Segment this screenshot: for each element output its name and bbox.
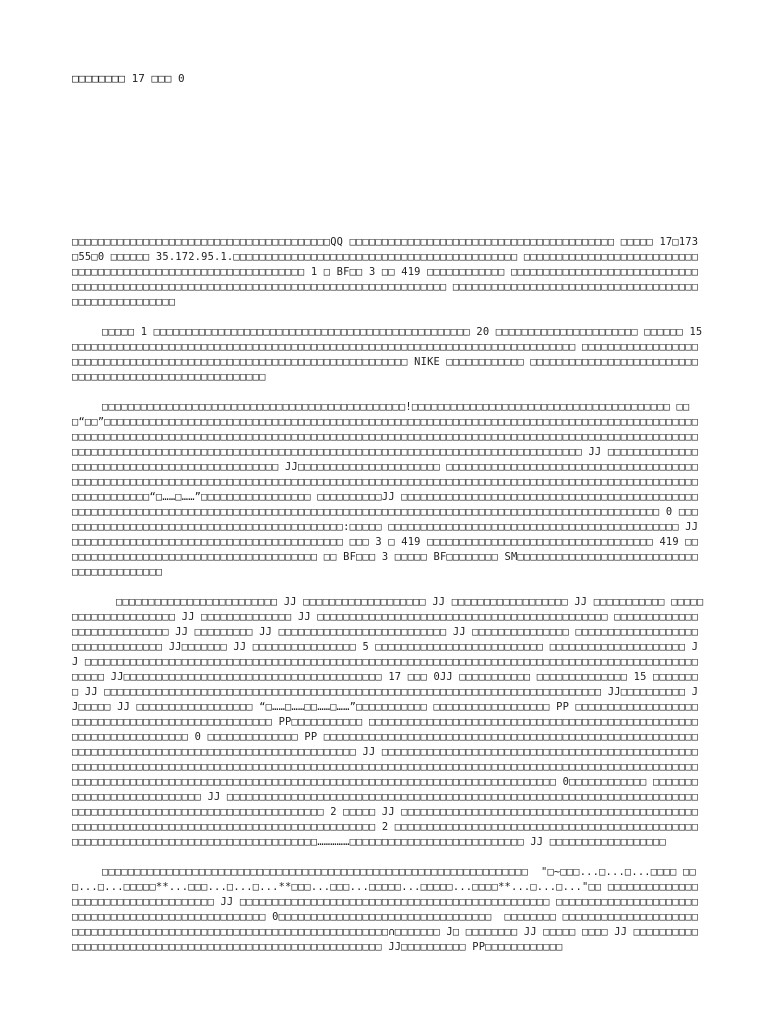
paragraph-5: □□□□□□□□□□□□□□□□□□□□□□□□□□□□□□□□□□□□□□□□□□□□□□□□□□□□□□□□□□□□□□□□□□ "□~□□□...□...□...□□□□ □□□...□...□□□□□**...□□□...□...□...**□□□...□□□...□□□□□...□□□□□...□□□□**...□...□..."□□ □□□□□□□□□□□□□□□□□□□□□□□□□□□□□□□□□□□□ JJ □□□□□□□□□□□□□□□□□□□□□□□□□□□□□□□□□□□□□□□□□□□□□□□□ □□□□□□□□□□□□□□□□□□□□□□□□□□□□□□□□□□□□□□□□□□□□□□□□□□□□ 0□□□□□□□□□□□□□□□□□□□□□□□□□□□□□□□□□ □□□□□□□□ □□□□□□□□□□□□□□□□□□□□□□□□□□□□□□□□□□□□□□□□□□□□□□□□□□□□□□□□□□□□□□□□□□□□□□∩□□□□□□□ J□ □□□□□□□□ JJ □□□□□ □□□□ JJ □□□□□□□□□□□□□□□□□□□□□□□□□□□□□□□□□□□□□□□□□□□□□□□□□□□□□□□□□□ JJ□□□□□□□□□□ PP□□□□□□□□□□□□ xyxy=(72,866,699,953)
page-header: □□□□□□□□ 17 □□□ 0 xyxy=(72,72,185,85)
paragraph-1: □□□□□□□□□□□□□□□□□□□□□□□□□□□□□□□□□□□□□□□□QQ □□□□□□□□□□□□□□□□□□□□□□□□□□□□□□□□□□□□□□□□□ □□□□□ 17□173 □55□0 □□□□□□ 35.172.95.1.□□□□□□□□□□□□□□□□□□□□□□□□□□□□□□□□□□□□□□□□□□□□ □□□□□□□□□□□□□□□□□□□□□□□□□□□□□□□□□□□□□□□□□□□□□□□□□□□□□□□□□□□□□□□ 1 □ BF□□ 3 □□ 419 □□□□□□□□□□□□ □□□□□□□□□□□□□□□□□□□□□□□□□□□□□□□□□□□□□□□□□□□□□□□□□□□□□□□□□□□□□□□□□□□□□□□□□□□□□□□□□□□□□□□ □□□□□□□□□□□□□□□□□□□□□□□□□□□□□□□□□□□□□□□□□□□□□□□□□□□□□□ xyxy=(72,236,705,308)
body-text xyxy=(72,235,709,970)
paragraph-4: □□□□□□□□□□□□□□□□□□□□□□□□□ JJ □□□□□□□□□□□□□□□□□□□ JJ □□□□□□□□□□□□□□□□□□ JJ □□□□□□□□□□□ □□□□□□□□□□□□□□□□□□□□□ JJ □□□□□□□□□□□□□□ JJ □□□□□□□□□□□□□□□□□□□□□□□□□□□□□□□□□□□□□□□□□□□□□ □□□□□□□□□□□□□□□□□□□□□□□□□□□□ JJ □□□□□□□□□ JJ □□□□□□□□□□□□□□□□□□□□□□□□□□ JJ □□□□□□□□□□□□□□□ □□□□□□□□□□□□□□□□□□□□□□□□□□□□□□□□□ JJ□□□□□□□ JJ □□□□□□□□□□□□□□□□ 5 □□□□□□□□□□□□□□□□□□□□□□□□□□ □□□□□□□□□□□□□□□□□□□□□ JJ □□□□□□□□□□□□□□□□□□□□□□□□□□□□□□□□□□□□□□□□□□□□□□□□□□□□□□□□□□□□□□□□□□□□□□□□□□□□□□□□□□□□□□□□□□□□□□□□□□□□ JJ□□□□□□□□□□□□□□□□□□□□□□□□□□□□□□□□□□□□□□□□ 17 □□□ 0JJ □□□□□□□□□□□ □□□□□□□□□□□□□□ 15 □□□□□□□□ JJ □□□□□□□□□□□□□□□□□□□□□□□□□□□□□□□□□□□□□□□□□□□□□□□□□□□□□□□□□□□□□□□□□□□□□□□□□□□□□ JJ□□□□□□□□□□ JJ□□□□□ JJ □□□□□□□□□□□□□□□□□□ “□……□……□□……□……”□□□□□□□□□□□ □□□□□□□□□□□□□□□□□□ PP □□□□□□□□□□□□□□□□□□□□□□□□□□□□□□□□□□□□□□□□□□□□□□□□□□ PP□□□□□□□□□□□ □□□□□□□□□□□□□□□□□□□□□□□□□□□□□□□□□□□□□□□□□□□□□□□□□□□□□□□□□□□□□□□□□□□□□ 0 □□□□□□□□□□□□□□ PP □□□□□□□□□□□□□□□□□□□□□□□□□□□□□□□□□□□□□□□□□□□□□□□□□□□□□□□□□□□□□□□□□□□□□□□□□□□□□□□□□□□□□□□□□□□□□□□□□□□□□□ JJ □□□□□□□□□□□□□□□□□□□□□□□□□□□□□□□□□□□□□□□□□□□□□□□□□□□□□□□□□□□□□□□□□□□□□□□□□□□□□□□□□□□□□□□□□□□□□□□□□□□□□□□□□□□□□□□□□□□□□□□□□□□□□□□□□□□□□□□□□□□□□□□□□□□□□□□□□□□□□□□□□□□□□□□□□□□□□□□□□□□□□□□□□□□□□□□□□□□□□□□□□□□□□□□□□□□□□□□□□□□□□ 0□□□□□□□□□□□□ □□□□□□□□□□□□□□□□□□□□□□□□□□□ JJ □□□□□□□□□□□□□□□□□□□□□□□□□□□□□□□□□□□□□□□□□□□□□□□□□□□□□□□□□□□□□□□□□□□□□□□□□□□□□□□□□□□□□□□□□□□□□□□□□□□□□□□□□□□□□□□□ 2 □□□□□ JJ □□□□□□□□□□□□□□□□□□□□□□□□□□□□□□□□□□□□□□□□□□□□□□□□□□□□□□□□□□□□□□□□□□□□□□□□□□□□□□□□□□□□□□□□□□□□□ 2 □□□□□□□□□□□□□□□□□□□□□□□□□□□□□□□□□□□□□□□□□□□□□□□□□□□□□□□□□□□□□□□□□□□□□□□□□□□□□□□□□□□□□……………□□□□□□□□□□□□□□□□□□□□□□□□□□□ JJ □□□□□□□□□□□□□□□□□□ xyxy=(72,596,704,848)
paragraph-3: □□□□□□□□□□□□□□□□□□□□□□□□□□□□□□□□□□□□□□□□□□□□□□□!□□□□□□□□□□□□□□□□□□□□□□□□□□□□□□□□□□□□□□□□ □□□“□□”□□□□□□□□□□□□□□□□□□□□□□□□□□□□□□□□□□□□□□□□□□□□□□□□□□□□□□□□□□□□□□□□□□□□□□□□□□□□□□□□□□□□□□□□□□□□□□□□□□□□□□□□□□□□□□□□□□□□□□□□□□□□□□□□□□□□□□□□□□□□□□□□□□□□□□□□□□□□□□□□□□□□□□□□□□□□□□□□□□□□□□□□□□□□□□□□□□□□□□□□□□□□□□□□□□□□□□□□□□□□□□□□□□□□□□□□□□□□□□□□□□□□□□□□□□□□□□□□□□□□□□□□□□□□ JJ □□□□□□□□□□□□□□□□□□□□□□□□□□□□□□□□□□□□□□□□□□□□□□ JJ□□□□□□□□□□□□□□□□□□□□□□ □□□□□□□□□□□□□□□□□□□□□□□□□□□□□□□□□□□□□□□□□□□□□□□□□□□□□□□□□□□□□□□□□□□□□□□□□□□□□□□□□□□□□□□□□□□□□□□□□□□□□□□□□□□□□□□□□□□□□□□□□□□□□□□□□□□□□□□□□□□□□□□□□□□□“□……□……”□□□□□□□□□□□□□□□□□ □□□□□□□□□□JJ □□□□□□□□□□□□□□□□□□□□□□□□□□□□□□□□□□□□□□□□□□□□□□□□□□□□□□□□□□□□□□□□□□□□□□□□□□□□□□□□□□□□□□□□□□□□□□□□□□□□□□□□□□□□□□□□□□□□□□□□□□□□□□□□□□□□□□□□□ 0 □□□□□□□□□□□□□□□□□□□□□□□□□□□□□□□□□□□□□□□□□□□□□:□□□□□ □□□□□□□□□□□□□□□□□□□□□□□□□□□□□□□□□□□□□□□□□□□□□ JJ □□□□□□□□□□□□□□□□□□□□□□□□□□□□□□□□□□□□□□□□□□ □□□ 3 □ 419 □□□□□□□□□□□□□□□□□□□□□□□□□□□□□□□□□□□ 419 □□□□□□□□□□□□□□□□□□□□□□□□□□□□□□□□□□□□□□□□ □□ BF□□□ 3 □□□□□ BF□□□□□□□□ SM□□□□□□□□□□□□□□□□□□□□□□□□□□□□□□□□□□□□□□□□□□ xyxy=(72,401,705,578)
paragraph-2: □□□□□ 1 □□□□□□□□□□□□□□□□□□□□□□□□□□□□□□□□□□□□□□□□□□□□□□□□□ 20 □□□□□□□□□□□□□□□□□□□□□□ □□□□□□ 15 □□□□□□□□□□□□□□□□□□□□□□□□□□□□□□□□□□□□□□□□□□□□□□□□□□□□□□□□□□□□□□□□□□□□□□□□□□□□□□ □□□□□□□□□□□□□□□□□□□□□□□□□□□□□□□□□□□□□□□□□□□□□□□□□□□□□□□□□□□□□□□□□□□□□□ NIKE □□□□□□□□□□□□ □□□□□□□□□□□□□□□□□□□□□□□□□□□□□□□□□□□□□□□□□□□□□□□□□□□□□□□□ xyxy=(72,326,709,383)
